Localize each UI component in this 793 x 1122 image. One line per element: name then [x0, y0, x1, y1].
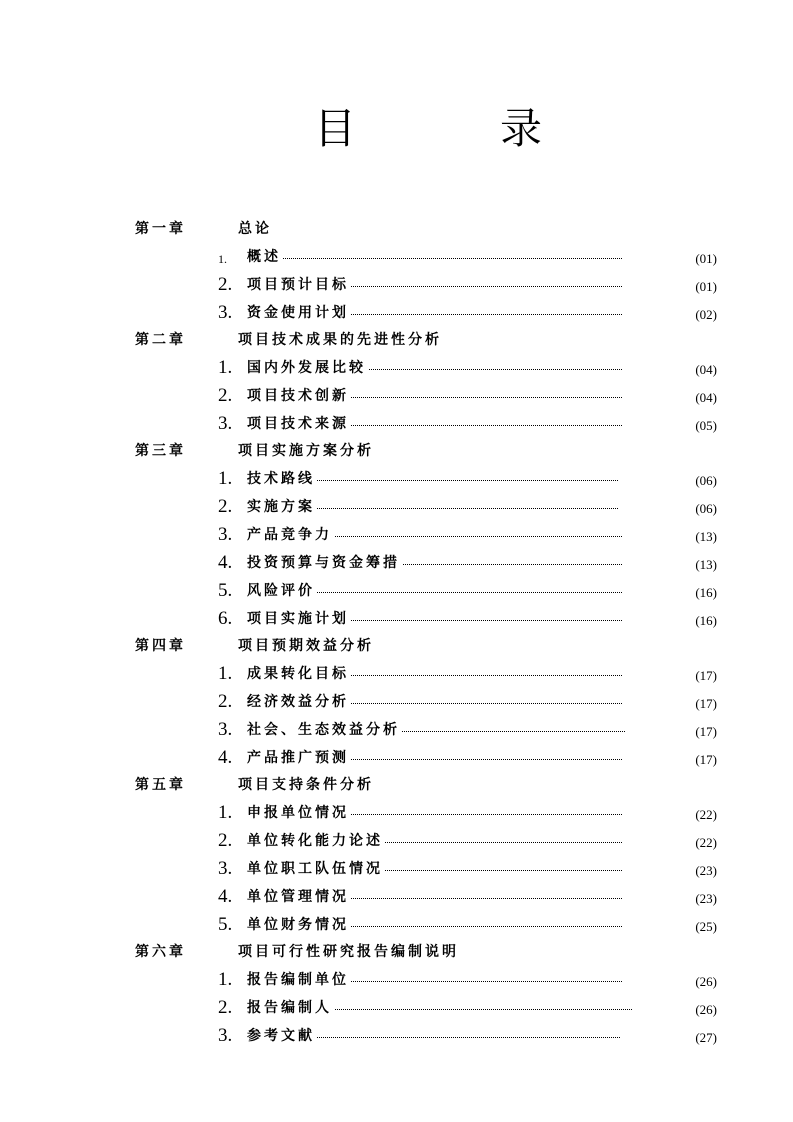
entry-label: 概述: [247, 245, 283, 269]
toc-entry[interactable]: [0, 718, 793, 742]
dot-leader: [250, 258, 622, 259]
entry-page: (02): [695, 307, 717, 322]
entry-number: 2.: [218, 997, 233, 1018]
entry-page: (22): [695, 835, 717, 850]
entry-label: 参考文献: [247, 1024, 317, 1048]
toc-entry[interactable]: [0, 968, 793, 992]
title-char-1: 目: [314, 104, 357, 153]
entry-number: 5.: [218, 580, 233, 601]
entry-label: 社会、生态效益分析: [247, 718, 402, 742]
chapter-number: 第四章: [135, 638, 186, 654]
toc-entry[interactable]: [0, 746, 793, 770]
entry-number: 3.: [218, 719, 233, 740]
entry-page: (17): [695, 668, 717, 683]
entry-number: 1.: [218, 357, 233, 378]
entry-number: 2.: [218, 691, 233, 712]
entry-number: 4.: [218, 886, 233, 907]
entry-label: 经济效益分析: [247, 690, 351, 714]
entry-page: (17): [695, 724, 717, 739]
toc-entry[interactable]: [0, 412, 793, 436]
entry-label: 项目实施计划: [247, 607, 351, 631]
chapter-title: 项目支持条件分析: [238, 777, 374, 793]
chapter-title: 项目实施方案分析: [238, 443, 374, 459]
entry-label: 国内外发展比较: [247, 356, 368, 380]
chapter-title: 项目可行性研究报告编制说明: [238, 944, 459, 960]
toc-entry[interactable]: [0, 551, 793, 575]
entry-number: 1.: [218, 969, 233, 990]
chapter-title: 总论: [238, 221, 272, 237]
entry-page: (25): [695, 919, 717, 934]
toc-entry[interactable]: [0, 996, 793, 1020]
toc-entry[interactable]: [0, 301, 793, 325]
entry-page: (05): [695, 418, 717, 433]
entry-number: 3.: [218, 302, 233, 323]
entry-page: (26): [695, 1002, 717, 1017]
entry-number: 2.: [218, 830, 233, 851]
entry-number: 6.: [218, 608, 233, 629]
entry-label: 成果转化目标: [247, 662, 351, 686]
toc-entry[interactable]: [0, 245, 793, 269]
toc-chapter[interactable]: [0, 940, 793, 964]
entry-page: (01): [695, 251, 717, 266]
entry-page: (13): [695, 557, 717, 572]
toc-entry[interactable]: [0, 607, 793, 631]
entry-label: 项目技术创新: [247, 384, 351, 408]
entry-page: (06): [695, 501, 717, 516]
entry-page: (04): [695, 362, 717, 377]
entry-number: 2.: [218, 385, 233, 406]
entry-label: 资金使用计划: [247, 301, 351, 325]
toc-entry[interactable]: [0, 662, 793, 686]
entry-page: (26): [695, 974, 717, 989]
toc-entry[interactable]: [0, 273, 793, 297]
entry-page: (13): [695, 529, 717, 544]
entry-page: (16): [695, 613, 717, 628]
entry-page: (06): [695, 473, 717, 488]
toc-entry[interactable]: [0, 857, 793, 881]
entry-label: 单位职工队伍情况: [247, 857, 385, 881]
chapter-title: 项目预期效益分析: [238, 638, 374, 654]
toc-entry[interactable]: [0, 356, 793, 380]
toc-chapter[interactable]: [0, 634, 793, 658]
toc-chapter[interactable]: [0, 773, 793, 797]
entry-label: 报告编制人: [247, 996, 334, 1020]
entry-number: 2.: [218, 274, 233, 295]
entry-page: (16): [695, 585, 717, 600]
entry-label: 产品推广预测: [247, 746, 351, 770]
entry-number: 1.: [218, 802, 233, 823]
chapter-number: 第一章: [135, 221, 186, 237]
toc-entry[interactable]: [0, 384, 793, 408]
entry-label: 报告编制单位: [247, 968, 351, 992]
entry-page: (27): [695, 1030, 717, 1045]
entry-page: (17): [695, 696, 717, 711]
entry-page: (01): [695, 279, 717, 294]
toc-chapter[interactable]: [0, 328, 793, 352]
entry-label: 单位转化能力论述: [247, 829, 385, 853]
entry-label: 项目技术来源: [247, 412, 351, 436]
entry-label: 风险评价: [247, 579, 317, 603]
toc-entry[interactable]: [0, 495, 793, 519]
chapter-number: 第二章: [135, 332, 186, 348]
entry-number: 3.: [218, 858, 233, 879]
toc-entry[interactable]: [0, 579, 793, 603]
entry-label: 实施方案: [247, 495, 317, 519]
entry-page: (04): [695, 390, 717, 405]
toc-chapter[interactable]: [0, 217, 793, 241]
entry-label: 投资预算与资金筹措: [247, 551, 402, 575]
entry-number: 1.: [218, 663, 233, 684]
entry-label: 项目预计目标: [247, 273, 351, 297]
entry-number: 4.: [218, 747, 233, 768]
entry-number: 2.: [218, 496, 233, 517]
toc-entry[interactable]: [0, 885, 793, 909]
entry-page: (22): [695, 807, 717, 822]
entry-number: 1.: [218, 252, 227, 266]
entry-label: 申报单位情况: [247, 801, 351, 825]
toc-chapter[interactable]: [0, 439, 793, 463]
chapter-title: 项目技术成果的先进性分析: [238, 332, 442, 348]
toc-entry[interactable]: [0, 1024, 793, 1048]
chapter-number: 第六章: [135, 944, 186, 960]
entry-label: 产品竞争力: [247, 523, 334, 547]
entry-number: 5.: [218, 914, 233, 935]
entry-number: 3.: [218, 413, 233, 434]
chapter-number: 第五章: [135, 777, 186, 793]
entry-label: 单位财务情况: [247, 913, 351, 937]
entry-number: 1.: [218, 468, 233, 489]
entry-page: (23): [695, 891, 717, 906]
entry-label: 技术路线: [247, 467, 317, 491]
toc-entry[interactable]: [0, 690, 793, 714]
entry-number: 4.: [218, 552, 233, 573]
page-title: [0, 104, 793, 154]
chapter-number: 第三章: [135, 443, 186, 459]
toc-entry[interactable]: [0, 467, 793, 491]
toc-entry[interactable]: [0, 523, 793, 547]
entry-page: (23): [695, 863, 717, 878]
entry-label: 单位管理情况: [247, 885, 351, 909]
entry-number: 3.: [218, 1025, 233, 1046]
toc-entry[interactable]: [0, 801, 793, 825]
toc-entry[interactable]: [0, 829, 793, 853]
entry-number: 3.: [218, 524, 233, 545]
toc-entry[interactable]: [0, 913, 793, 937]
entry-page: (17): [695, 752, 717, 767]
title-char-2: 录: [500, 104, 543, 153]
